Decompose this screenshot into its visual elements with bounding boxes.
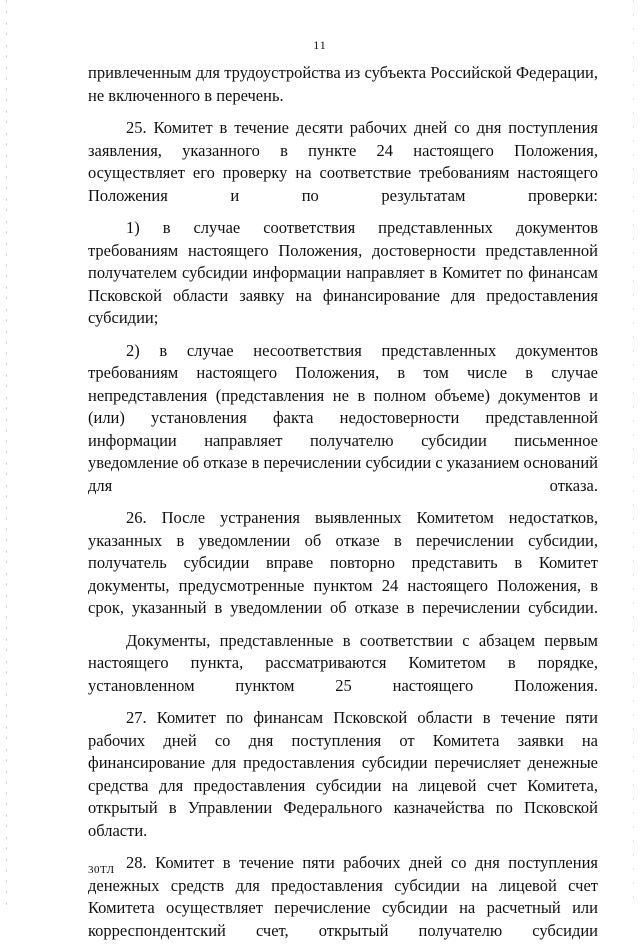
document-code: 30ТЛ xyxy=(88,864,115,876)
scan-edge-right xyxy=(633,0,634,905)
page-number: 11 xyxy=(313,38,327,52)
paragraph-clause-26: 26. После устранения выявленных Комитетом недостатков, указанных в уведомлении об отказе в перечислении субсидии, получатель субсидии вправе повторно представить в Комитет документы, предусмотренные пунктом 24 настоящего Положения, в срок, указанный в уведомлении об отказе в перечислении субсидии. xyxy=(88,508,598,617)
paragraph-clause-27: 27. Комитет по финансам Псковской области в течение пяти рабочих дней со дня поступления от Комитета заявки на финансирование для предоставления субсидии перечисляет денежные средства для предоставления субсидии на лицевой счет Комитета, открытый в Управлении Федерального казначейства по Псковской области. xyxy=(88,708,598,840)
document-body xyxy=(88,62,598,952)
paragraph-clause-25: 25. Комитет в течение десяти рабочих дней со дня поступления заявления, указанного в пункте 24 настоящего Положения, осуществляет его проверку на соответствие требованиям настоящего Положения и по результатам проверки: xyxy=(88,118,598,205)
paragraph-clause-26-documents: Документы, представленные в соответствии с абзацем первым настоящего пункта, рассматриваются Комитетом в порядке, установленном пунктом 25 настоящего Положения. xyxy=(88,630,598,695)
scan-edge-left xyxy=(6,0,7,905)
paragraph-clause-25-item-2: 2) в случае несоответствия представленных документов требованиям настоящего Положения, в том числе в случае непредставления (представления не в полном объеме) документов и (или) установления факта недостоверности представленной информации направляет получателю субсидии письменное уведомление об отказе в перечислении субсидии с указанием оснований для отказа. xyxy=(88,340,598,495)
paragraph-clause-25-item-1: 1) в случае соответствия представленных документов требованиям настоящего Положения, достоверности представленной получателем субсидии информации направляет в Комитет по финансам Псковской области заявку на финансирование для предоставления субсидии; xyxy=(88,218,598,327)
paragraph-continuation: привлеченным для трудоустройства из субъекта Российской Федерации, не включенного в перечень. xyxy=(88,63,598,105)
paragraph-clause-28: 28. Комитет в течение пяти рабочих дней со дня поступления денежных средств для предоставления субсидии на лицевой счет Комитета осуществляет перечисление субсидии на расчетный или корреспондентский счет, открытый получателю субсидии xyxy=(88,853,598,940)
